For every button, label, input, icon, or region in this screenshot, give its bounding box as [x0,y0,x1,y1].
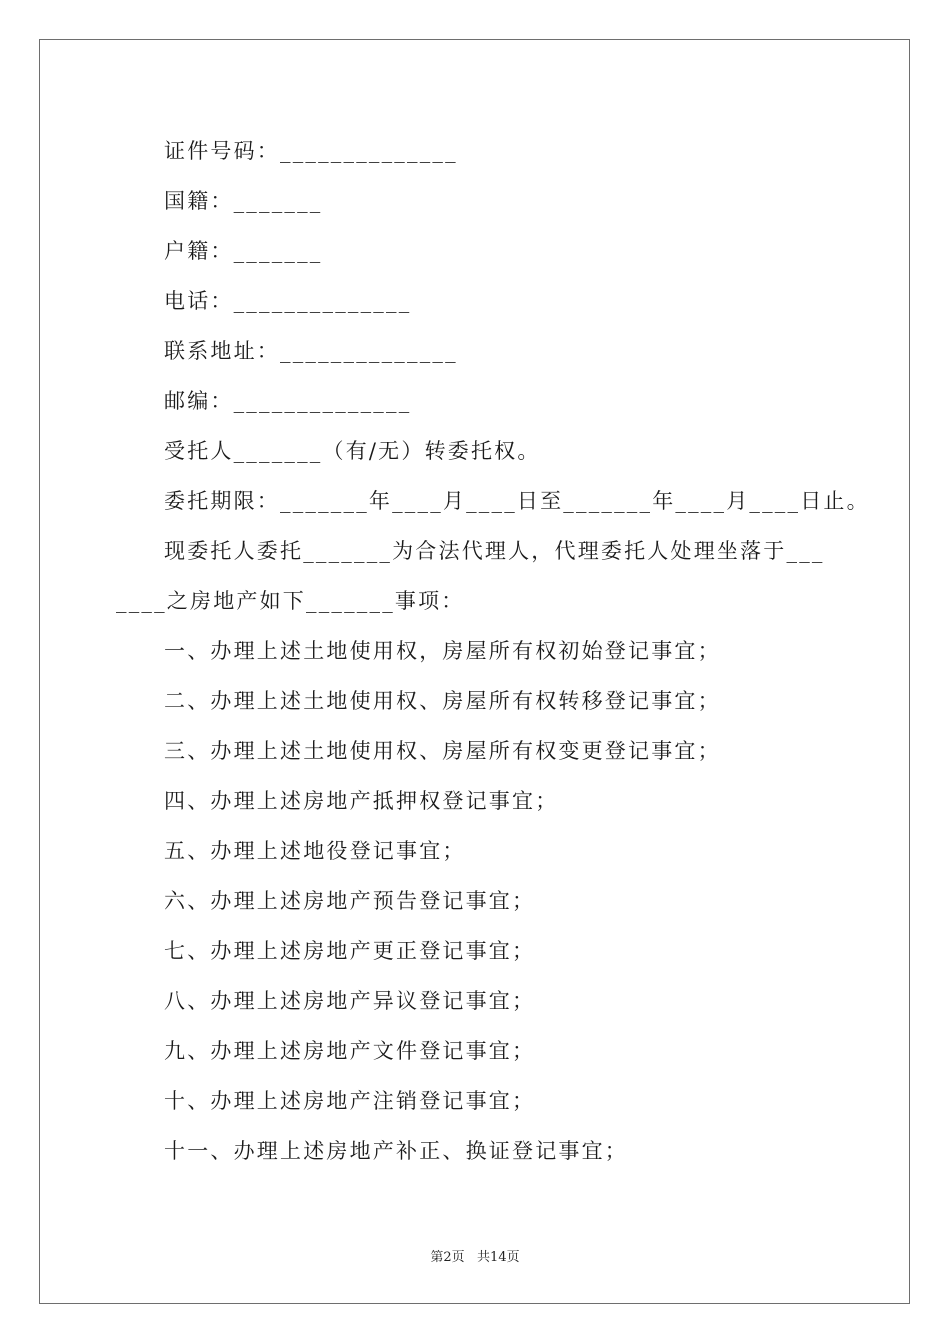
nationality-line: 国籍：_______ [164,189,323,213]
list-item: 十、办理上述房地产注销登记事宜； [164,1089,536,1113]
sub-delegation-line: 受托人_______（有/无）转委托权。 [164,439,541,463]
delegation-period-line: 委托期限：_______年____月____日至_______年____月____日止。 [164,489,870,513]
authorization-paragraph-line-2: ____之房地产如下_______事项： [116,589,465,613]
list-item: 八、办理上述房地产异议登记事宜； [164,989,536,1013]
list-item: 十一、办理上述房地产补正、换证登记事宜； [164,1139,628,1163]
list-item: 六、办理上述房地产预告登记事宜； [164,889,536,913]
id-number-line: 证件号码：______________ [164,139,458,163]
list-item: 一、办理上述土地使用权，房屋所有权初始登记事宜； [164,639,721,663]
postcode-line: 邮编：______________ [164,389,412,413]
list-item: 四、办理上述房地产抵押权登记事宜； [164,789,559,813]
household-register-line: 户籍：_______ [164,239,323,263]
list-item: 九、办理上述房地产文件登记事宜； [164,1039,536,1063]
list-item: 三、办理上述土地使用权、房屋所有权变更登记事宜； [164,739,721,763]
list-item: 二、办理上述土地使用权、房屋所有权转移登记事宜； [164,689,721,713]
contact-address-line: 联系地址：______________ [164,339,458,363]
authorization-paragraph-line-1: 现委托人委托_______为合法代理人，代理委托人处理坐落于___ [164,539,825,563]
phone-line: 电话：______________ [164,289,412,313]
list-item: 五、办理上述地役登记事宜； [164,839,466,863]
page-footer: 第2页 共14页 [430,1250,520,1265]
list-item: 七、办理上述房地产更正登记事宜； [164,939,536,963]
